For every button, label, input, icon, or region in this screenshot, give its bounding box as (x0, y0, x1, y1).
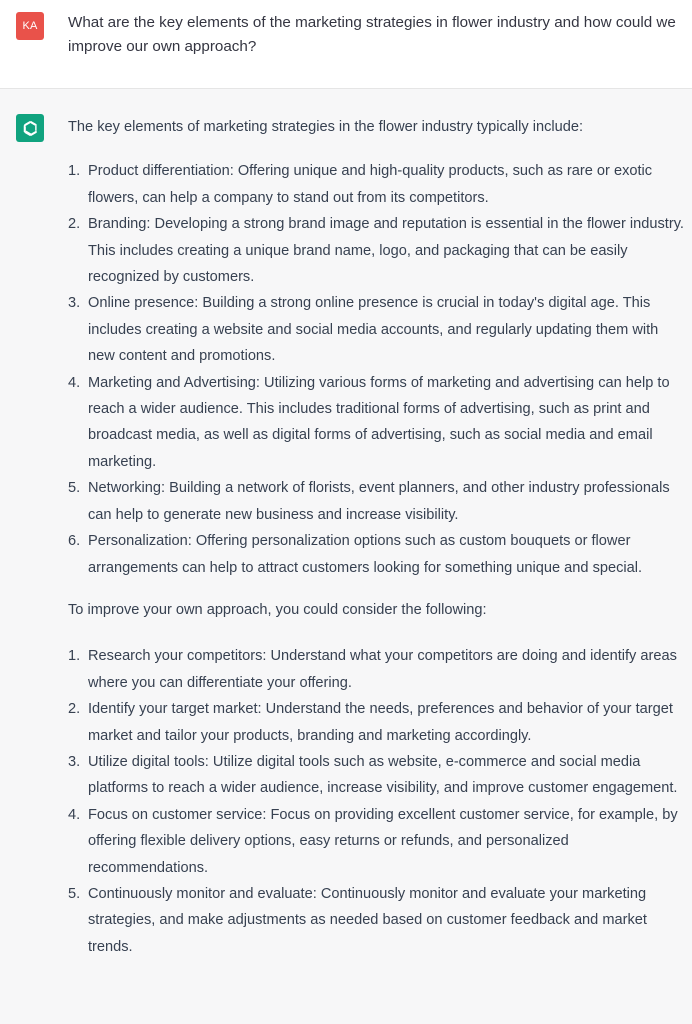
list-item (68, 881, 686, 960)
list-item-text: Branding: Developing a strong brand image and reputation is essential in the flower industry. This includes creating a unique brand name, logo, and packaging that can be easily recognized by customers. (88, 216, 684, 286)
improvements-list (68, 643, 686, 960)
list-number: 3. (68, 753, 81, 770)
list-item (68, 528, 686, 581)
list-item (68, 290, 686, 369)
list-item-text: Identify your target market: Understand the needs, preferences and behavior of your target market and tailor your products, branding and marketing accordingly. (88, 701, 673, 744)
list-item-text: Marketing and Advertising: Utilizing various forms of marketing and advertising can help to reach a wider audience. This includes traditional forms of advertising, such as print and broadcast media, as well as digital forms of advertising, such as social media and email marketing. (88, 374, 670, 470)
openai-logo-icon (21, 119, 40, 138)
list-number: 1. (68, 648, 81, 665)
list-number: 5. (68, 480, 81, 497)
assistant-message-body (68, 114, 686, 960)
list-item (68, 749, 686, 802)
assistant-avatar (16, 114, 44, 142)
list-number: 6. (68, 533, 81, 550)
list-item-text: Utilize digital tools: Utilize digital tools such as website, e-commerce and social media platforms to reach a wider audience, increase visibility, and improve customer engagement. (88, 753, 678, 797)
list-item-text: Networking: Building a network of florists, event planners, and other industry professionals can help to generate new business and increase visibility. (88, 480, 670, 523)
transition-paragraph: To improve your own approach, you could consider the following: (68, 601, 487, 618)
list-item-text: Focus on customer service: Focus on providing excellent customer service, for example, by offering flexible delivery options, easy returns or refunds, and personalized recommendations. (88, 806, 678, 876)
list-number: 3. (68, 295, 81, 312)
user-message-text: What are the key elements of the marketing strategies in flower industry and how could we improve our own approach? (68, 14, 676, 55)
list-item-text: Research your competitors: Understand what your competitors are doing and identify areas where you can differentiate your offering. (88, 648, 677, 691)
list-item (68, 158, 686, 211)
list-number: 1. (68, 163, 81, 180)
list-item (68, 211, 686, 290)
user-message (0, 0, 692, 89)
list-number: 2. (68, 216, 81, 233)
list-item (68, 802, 686, 881)
key-elements-list (68, 158, 686, 581)
list-item (68, 643, 686, 696)
list-item-text: Personalization: Offering personalization options such as custom bouquets or flower arrangements can help to attract customers looking for something unique and special. (88, 533, 643, 576)
list-number: 4. (68, 806, 81, 823)
list-number: 5. (68, 885, 81, 902)
list-item-text: Product differentiation: Offering unique and high-quality products, such as rare or exotic flowers, can help a company to stand out from its competitors. (88, 163, 653, 206)
user-avatar: KA (16, 12, 44, 40)
assistant-message (0, 89, 692, 1024)
list-item (68, 696, 686, 749)
list-number: 2. (68, 701, 81, 718)
list-item-text: Online presence: Building a strong online presence is crucial in today's digital age. This includes creating a website and social media accounts, and regularly updating them with new content and promotions. (88, 295, 659, 365)
list-item (68, 475, 686, 528)
list-number: 4. (68, 374, 81, 391)
intro-paragraph: The key elements of marketing strategies in the flower industry typically include: (68, 119, 584, 135)
list-item-text: Continuously monitor and evaluate: Continuously monitor and evaluate your marketing strategies, and make adjustments as needed based on customer feedback and market trends. (88, 885, 647, 955)
list-item (68, 370, 686, 476)
